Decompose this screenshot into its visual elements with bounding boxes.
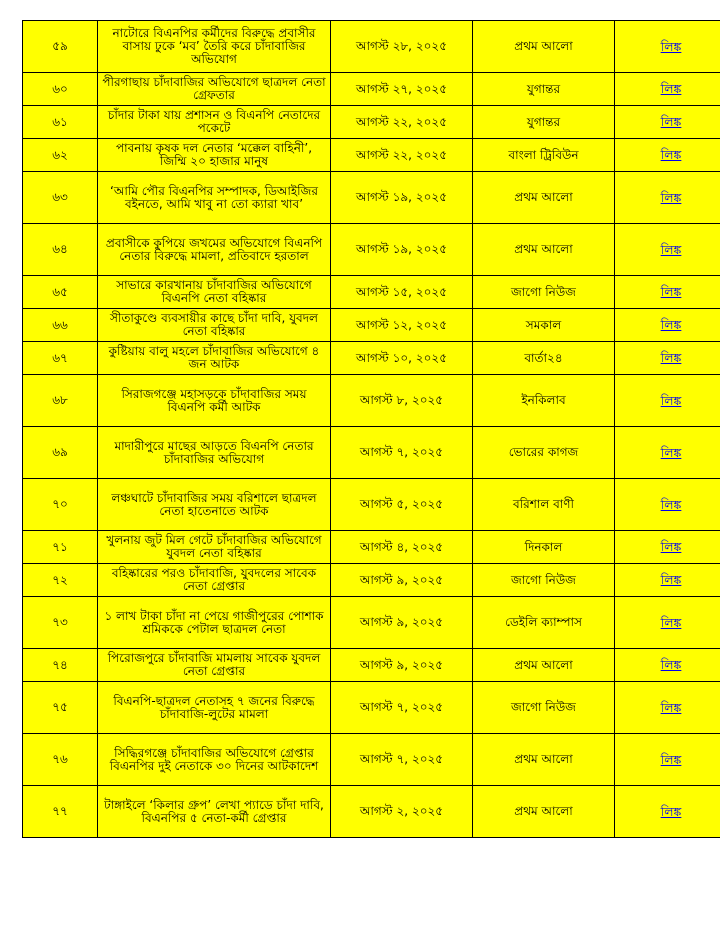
- news-link[interactable]: লিঙ্ক: [660, 444, 682, 460]
- news-source: ডেইলি ক্যাম্পাস: [473, 597, 615, 649]
- row-number: ৬২: [23, 139, 98, 172]
- news-link[interactable]: লিঙ্ক: [660, 657, 682, 672]
- news-headline: পাবনায় কৃষক দল নেতার ‘মক্কেল বাহিনী’, জিম্মি ২০ হাজার মানুষ: [98, 139, 331, 172]
- news-source: প্রথম আলো: [473, 172, 615, 224]
- news-link[interactable]: লিঙ্ক: [660, 317, 682, 332]
- news-link[interactable]: লিঙ্ক: [660, 350, 682, 365]
- table-row: [23, 106, 720, 139]
- table-row: [23, 21, 720, 73]
- publish-date: আগস্ট ৯, ২০২৫: [331, 564, 473, 597]
- publish-date: আগস্ট ৮, ২০২৫: [331, 375, 473, 427]
- news-source: ভোরের কাগজ: [473, 427, 615, 479]
- news-link[interactable]: লিঙ্ক: [660, 392, 682, 408]
- news-link[interactable]: লিঙ্ক: [660, 803, 682, 819]
- table-row: [23, 139, 720, 172]
- news-headline: বহিষ্কারের পরও চাঁদাবাজি, যুবদলের সাবেক নেতা গ্রেপ্তার: [98, 564, 331, 597]
- table-row: [23, 375, 720, 427]
- news-source: ইনকিলাব: [473, 375, 615, 427]
- news-headline: প্রবাসীকে কুপিয়ে জখমের অভিযোগে বিএনপি নেতার বিরুদ্ধে মামলা, প্রতিবাদে হরতাল: [98, 224, 331, 276]
- publish-date: আগস্ট ৭, ২০২৫: [331, 734, 473, 786]
- news-source: বাংলা ট্রিবিউন: [473, 139, 615, 172]
- news-headline: বিএনপি-ছাত্রদল নেতাসহ ৭ জনের বিরুদ্ধে চাঁদাবাজি-লুটের মামলা: [98, 682, 331, 734]
- news-source: বার্তা২৪: [473, 342, 615, 375]
- link-cell: [615, 531, 720, 564]
- news-headline: সীতাকুণ্ডে ব্যবসায়ীর কাছে চাঁদা দাবি, যুবদল নেতা বহিষ্কার: [98, 309, 331, 342]
- news-link[interactable]: লিঙ্ক: [660, 699, 682, 715]
- news-source: জাগো নিউজ: [473, 564, 615, 597]
- publish-date: আগস্ট ১২, ২০২৫: [331, 309, 473, 342]
- row-number: ৬৩: [23, 172, 98, 224]
- news-source: সমকাল: [473, 309, 615, 342]
- row-number: ৬০: [23, 73, 98, 106]
- row-number: ৬১: [23, 106, 98, 139]
- publish-date: আগস্ট ১৫, ২০২৫: [331, 276, 473, 309]
- news-headline: কুষ্টিয়ায় বালু মহলে চাঁদাবাজির অভিযোগে ৪ জন আটক: [98, 342, 331, 375]
- table-row: [23, 427, 720, 479]
- news-source: প্রথম আলো: [473, 786, 615, 838]
- publish-date: আগস্ট ৭, ২০২৫: [331, 427, 473, 479]
- row-number: ৬৬: [23, 309, 98, 342]
- link-cell: [615, 597, 720, 649]
- row-number: ৭৭: [23, 786, 98, 838]
- news-table: [22, 20, 720, 838]
- publish-date: আগস্ট ৯, ২০২৫: [331, 649, 473, 682]
- row-number: ৬৯: [23, 427, 98, 479]
- table-row: [23, 734, 720, 786]
- news-source: বরিশাল বাণী: [473, 479, 615, 531]
- row-number: ৭১: [23, 531, 98, 564]
- link-cell: [615, 276, 720, 309]
- news-headline: খুলনায় জুট মিল গেটে চাঁদাবাজির অভিযোগে যুবদল নেতা বহিষ্কার: [98, 531, 331, 564]
- news-headline: সাভারে কারখানায় চাঁদাবাজির অভিযোগে বিএনপি নেতা বহিষ্কার: [98, 276, 331, 309]
- table-row: [23, 531, 720, 564]
- link-cell: [615, 342, 720, 375]
- news-headline: নাটোরে বিএনপির কর্মীদের বিরুদ্ধে প্রবাসীর বাসায় ঢুকে ‘মব’ তৈরি করে চাঁদাবাজির অভিযোগ: [98, 21, 331, 73]
- news-source: প্রথম আলো: [473, 734, 615, 786]
- row-number: ৬৭: [23, 342, 98, 375]
- news-source: দিনকাল: [473, 531, 615, 564]
- news-source: জাগো নিউজ: [473, 276, 615, 309]
- news-headline: লঞ্চঘাটে চাঁদাবাজির সময় বরিশালে ছাত্রদল নেতা হাতেনাতে আটক: [98, 479, 331, 531]
- news-link[interactable]: লিঙ্ক: [660, 572, 682, 587]
- news-headline: সিরাজগঞ্জে মহাসড়কে চাঁদাবাজির সময় বিএনপি কর্মী আটক: [98, 375, 331, 427]
- table-row: [23, 73, 720, 106]
- table-row: [23, 479, 720, 531]
- news-link[interactable]: লিঙ্ক: [660, 114, 682, 129]
- news-source: জাগো নিউজ: [473, 682, 615, 734]
- row-number: ৭৩: [23, 597, 98, 649]
- link-cell: [615, 106, 720, 139]
- row-number: ৫৯: [23, 21, 98, 73]
- row-number: ৭৫: [23, 682, 98, 734]
- table-row: [23, 309, 720, 342]
- table-row: [23, 276, 720, 309]
- news-source: প্রথম আলো: [473, 224, 615, 276]
- news-headline: পীরগাছায় চাঁদাবাজির অভিযোগে ছাত্রদল নেতা গ্রেফতার: [98, 73, 331, 106]
- row-number: ৭৬: [23, 734, 98, 786]
- news-link[interactable]: লিঙ্ক: [660, 496, 682, 512]
- link-cell: [615, 649, 720, 682]
- table-row: [23, 172, 720, 224]
- news-headline: টাঙ্গাইলে ‘কিলার গ্রুপ’ লেখা প্যাডে চাঁদা দাবি, বিএনপির ৫ নেতা-কর্মী গ্রেপ্তার: [98, 786, 331, 838]
- news-headline: পিরোজপুরে চাঁদাবাজি মামলায় সাবেক যুবদল নেতা গ্রেপ্তার: [98, 649, 331, 682]
- link-cell: [615, 139, 720, 172]
- table-row: [23, 786, 720, 838]
- news-link[interactable]: লিঙ্ক: [660, 241, 682, 257]
- row-number: ৭৪: [23, 649, 98, 682]
- publish-date: আগস্ট ২৮, ২০২৫: [331, 21, 473, 73]
- news-link[interactable]: লিঙ্ক: [660, 539, 682, 554]
- news-headline: মাদারীপুরে মাছের আড়তে বিএনপি নেতার চাঁদাবাজির অভিযোগ: [98, 427, 331, 479]
- row-number: ৬৫: [23, 276, 98, 309]
- link-cell: [615, 734, 720, 786]
- link-cell: [615, 309, 720, 342]
- publish-date: আগস্ট ১৯, ২০২৫: [331, 172, 473, 224]
- publish-date: আগস্ট ৪, ২০২৫: [331, 531, 473, 564]
- publish-date: আগস্ট ২৭, ২০২৫: [331, 73, 473, 106]
- link-cell: [615, 427, 720, 479]
- row-number: ৬৮: [23, 375, 98, 427]
- link-cell: [615, 682, 720, 734]
- row-number: ৭০: [23, 479, 98, 531]
- news-link[interactable]: লিঙ্ক: [660, 751, 682, 767]
- publish-date: আগস্ট ২, ২০২৫: [331, 786, 473, 838]
- link-cell: [615, 375, 720, 427]
- table-row: [23, 564, 720, 597]
- news-link[interactable]: লিঙ্ক: [660, 147, 682, 162]
- table-row: [23, 342, 720, 375]
- link-cell: [615, 786, 720, 838]
- publish-date: আগস্ট ৫, ২০২৫: [331, 479, 473, 531]
- publish-date: আগস্ট ৯, ২০২৫: [331, 597, 473, 649]
- news-headline: চাঁদার টাকা যায় প্রশাসন ও বিএনপি নেতাদের পকেটে: [98, 106, 331, 139]
- news-headline: ‘আমি পৌর বিএনপির সম্পাদক, ডিআইজির বইনতে, আমি খাবু না তো ক্যারা খাব’: [98, 172, 331, 224]
- publish-date: আগস্ট ৭, ২০২৫: [331, 682, 473, 734]
- link-cell: [615, 224, 720, 276]
- link-cell: [615, 73, 720, 106]
- link-cell: [615, 564, 720, 597]
- row-number: ৬৪: [23, 224, 98, 276]
- link-cell: [615, 479, 720, 531]
- news-link[interactable]: লিঙ্ক: [660, 38, 682, 54]
- publish-date: আগস্ট ২২, ২০২৫: [331, 106, 473, 139]
- news-source: প্রথম আলো: [473, 21, 615, 73]
- news-link[interactable]: লিঙ্ক: [660, 614, 682, 630]
- news-link[interactable]: লিঙ্ক: [660, 189, 682, 205]
- table-row: [23, 597, 720, 649]
- news-link[interactable]: লিঙ্ক: [660, 284, 682, 299]
- publish-date: আগস্ট ২২, ২০২৫: [331, 139, 473, 172]
- news-table-body: [23, 21, 720, 838]
- news-source: যুগান্তর: [473, 106, 615, 139]
- table-row: [23, 224, 720, 276]
- row-number: ৭২: [23, 564, 98, 597]
- publish-date: আগস্ট ১৯, ২০২৫: [331, 224, 473, 276]
- link-cell: [615, 21, 720, 73]
- news-source: যুগান্তর: [473, 73, 615, 106]
- link-cell: [615, 172, 720, 224]
- publish-date: আগস্ট ১০, ২০২৫: [331, 342, 473, 375]
- news-headline: ১ লাখ টাকা চাঁদা না পেয়ে গাজীপুরের পোশাক শ্রমিককে পেটাল ছাত্রদল নেতা: [98, 597, 331, 649]
- news-link[interactable]: লিঙ্ক: [660, 81, 682, 96]
- news-headline: সিদ্ধিরগঞ্জে চাঁদাবাজির অভিযোগে গ্রেপ্তার বিএনপির দুই নেতাকে ৩০ দিনের আটকাদেশ: [98, 734, 331, 786]
- table-row: [23, 649, 720, 682]
- news-source: প্রথম আলো: [473, 649, 615, 682]
- table-row: [23, 682, 720, 734]
